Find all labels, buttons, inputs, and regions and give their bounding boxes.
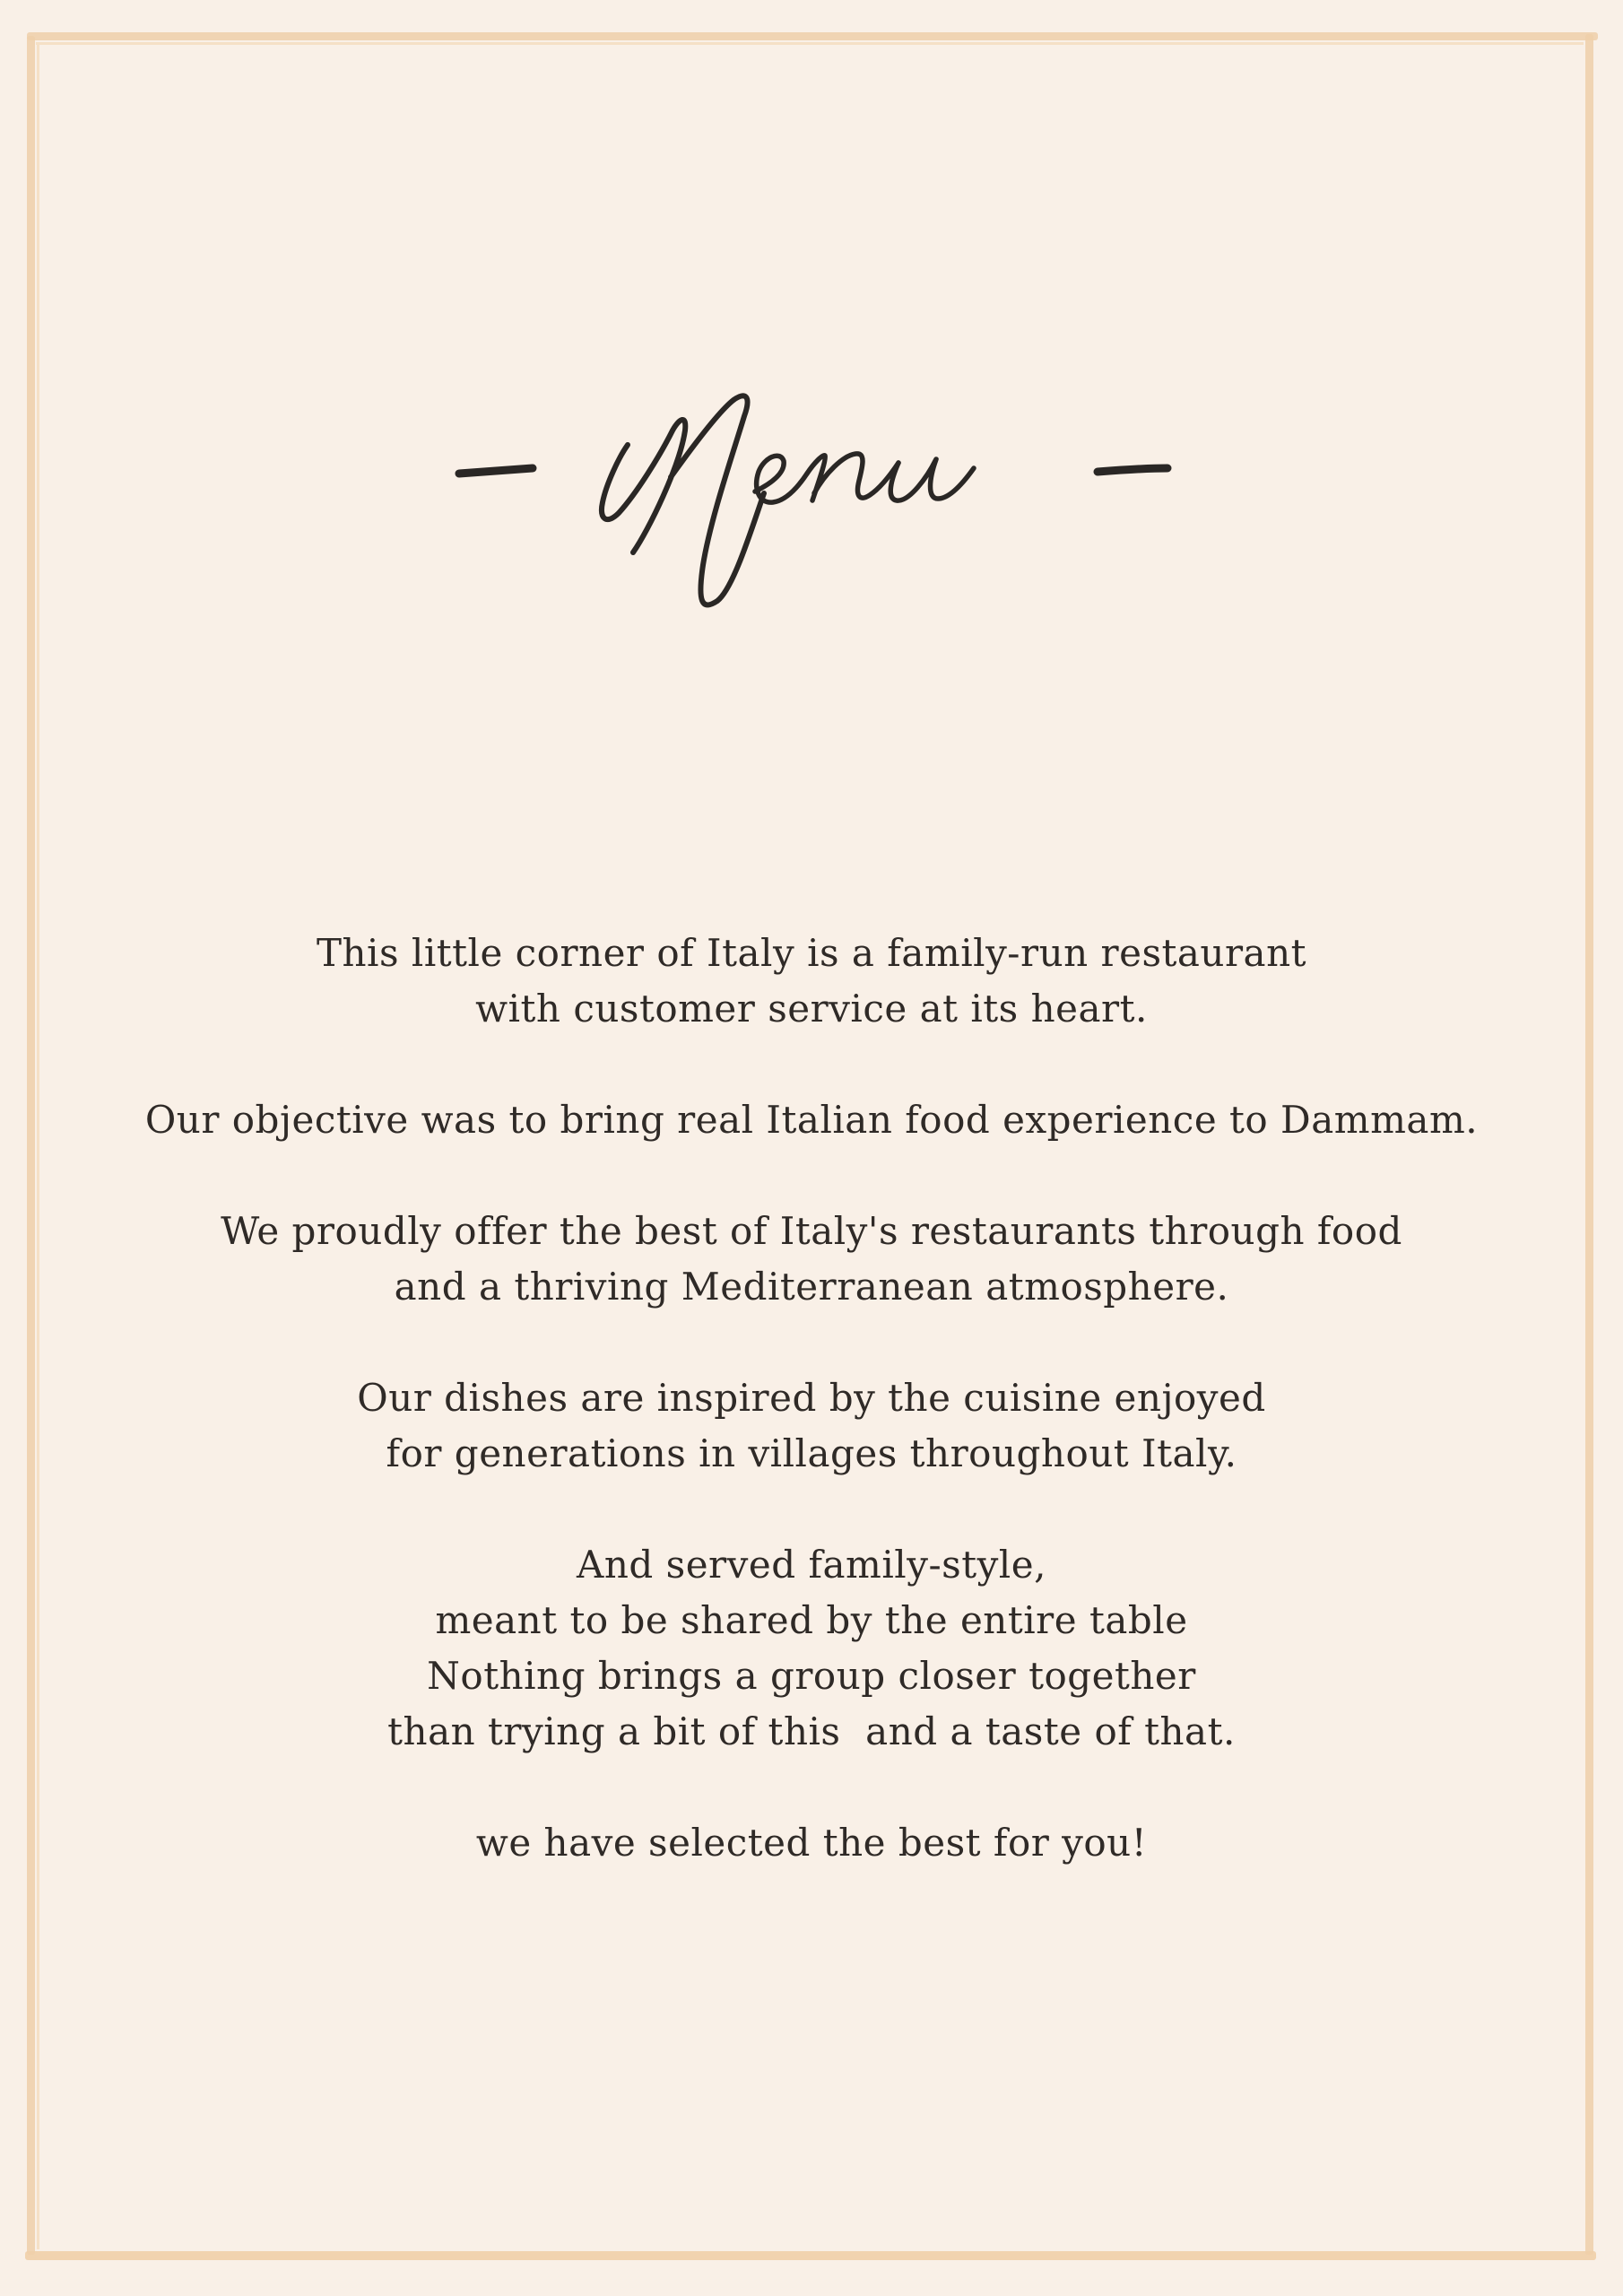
intro-line: than trying a bit of this and a taste of that. <box>387 1709 1236 1753</box>
intro-line: and a thriving Mediterranean atmosphere. <box>394 1265 1229 1309</box>
intro-line: We proudly offer the best of Italy's restaurants through food <box>221 1209 1402 1253</box>
frame-top-border <box>27 32 1598 40</box>
left-dash <box>459 468 533 474</box>
intro-line: for generations in villages throughout Italy. <box>386 1431 1237 1475</box>
intro-line: Our objective was to bring real Italian food experience to Dammam. <box>144 1098 1479 1142</box>
intro-paragraph <box>0 1537 1623 1760</box>
intro-line: with customer service at its heart. <box>475 987 1148 1031</box>
menu-title <box>0 359 1623 646</box>
intro-paragraph <box>0 1204 1623 1315</box>
letter-n <box>807 454 898 500</box>
intro-line: Nothing brings a group closer together <box>427 1654 1196 1698</box>
frame-bottom-border <box>25 2251 1596 2260</box>
intro-line: And served family-style, <box>577 1543 1046 1587</box>
menu-script-lettering <box>0 359 1623 646</box>
intro-paragraph <box>0 1370 1623 1482</box>
intro-line: meant to be shared by the entire table <box>435 1598 1188 1642</box>
right-dash <box>1098 468 1167 472</box>
intro-text-block <box>0 926 1623 1926</box>
intro-line: Our dishes are inspired by the cuisine enjoyed <box>357 1376 1266 1420</box>
intro-line: we have selected the best for you! <box>475 1821 1148 1865</box>
letter-u <box>890 459 974 500</box>
intro-paragraph <box>0 926 1623 1037</box>
intro-paragraph <box>0 1092 1623 1148</box>
intro-paragraph <box>0 1815 1623 1871</box>
letter-M <box>602 396 764 604</box>
frame-top-inner-stroke <box>36 42 1584 45</box>
intro-line: This little corner of Italy is a family-run restaurant <box>316 931 1307 975</box>
